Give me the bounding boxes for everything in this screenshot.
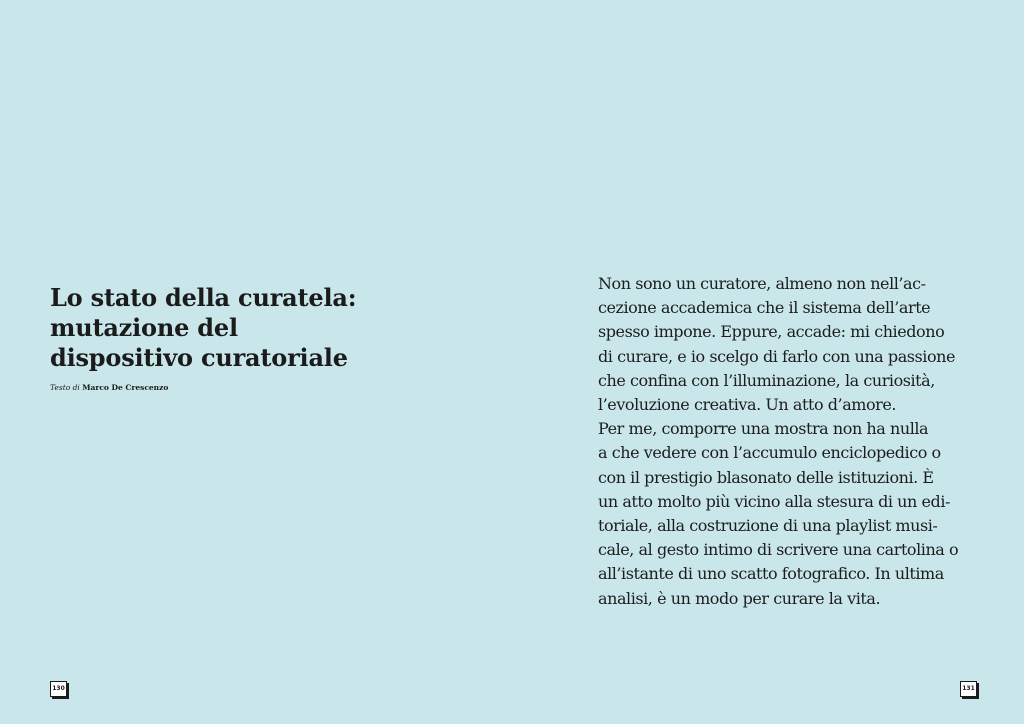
byline-author: Marco De Crescenzo: [82, 383, 169, 392]
article-title: [50, 283, 490, 373]
byline: [50, 383, 168, 393]
body-line: un atto molto più vicino alla stesura di un edi-: [598, 491, 950, 511]
article-title-line: mutazione del: [50, 313, 238, 342]
body-line: cezione accademica che il sistema dell’arte: [598, 298, 931, 318]
body-line: con il prestigio blasonato delle istituzioni. È: [598, 467, 934, 487]
body-line: all’istante di uno scatto fotografico. In ultima: [598, 564, 944, 584]
article-title-line: dispositivo curatoriale: [50, 343, 348, 372]
body-line: cale, al gesto intimo di scrivere una cartolina o: [598, 540, 959, 560]
body-line: analisi, è un modo per curare la vita.: [598, 588, 881, 608]
article-title-line: Lo stato della curatela:: [50, 283, 357, 312]
body-line: che confina con l’illuminazione, la curiosità,: [598, 370, 935, 390]
right-page: [512, 0, 1024, 724]
body-paragraphs: [598, 272, 998, 611]
byline-prefix: Testo di: [50, 383, 83, 392]
body-line: l’evoluzione creativa. Un atto d’amore.: [598, 395, 897, 415]
body-line: a che vedere con l’accumulo enciclopedico o: [598, 443, 941, 463]
body-line: di curare, e io scelgo di farlo con una passione: [598, 346, 956, 366]
body-line: spesso impone. Eppure, accade: mi chiedono: [598, 322, 945, 342]
body-line: Non sono un curatore, almeno non nell’ac-: [598, 274, 926, 293]
body-line: toriale, alla costruzione di una playlist musi-: [598, 516, 938, 536]
page-number-left: 130: [50, 681, 67, 697]
body-line: Per me, comporre una mostra non ha nulla: [598, 419, 929, 439]
page-number-right: 131: [960, 681, 977, 697]
